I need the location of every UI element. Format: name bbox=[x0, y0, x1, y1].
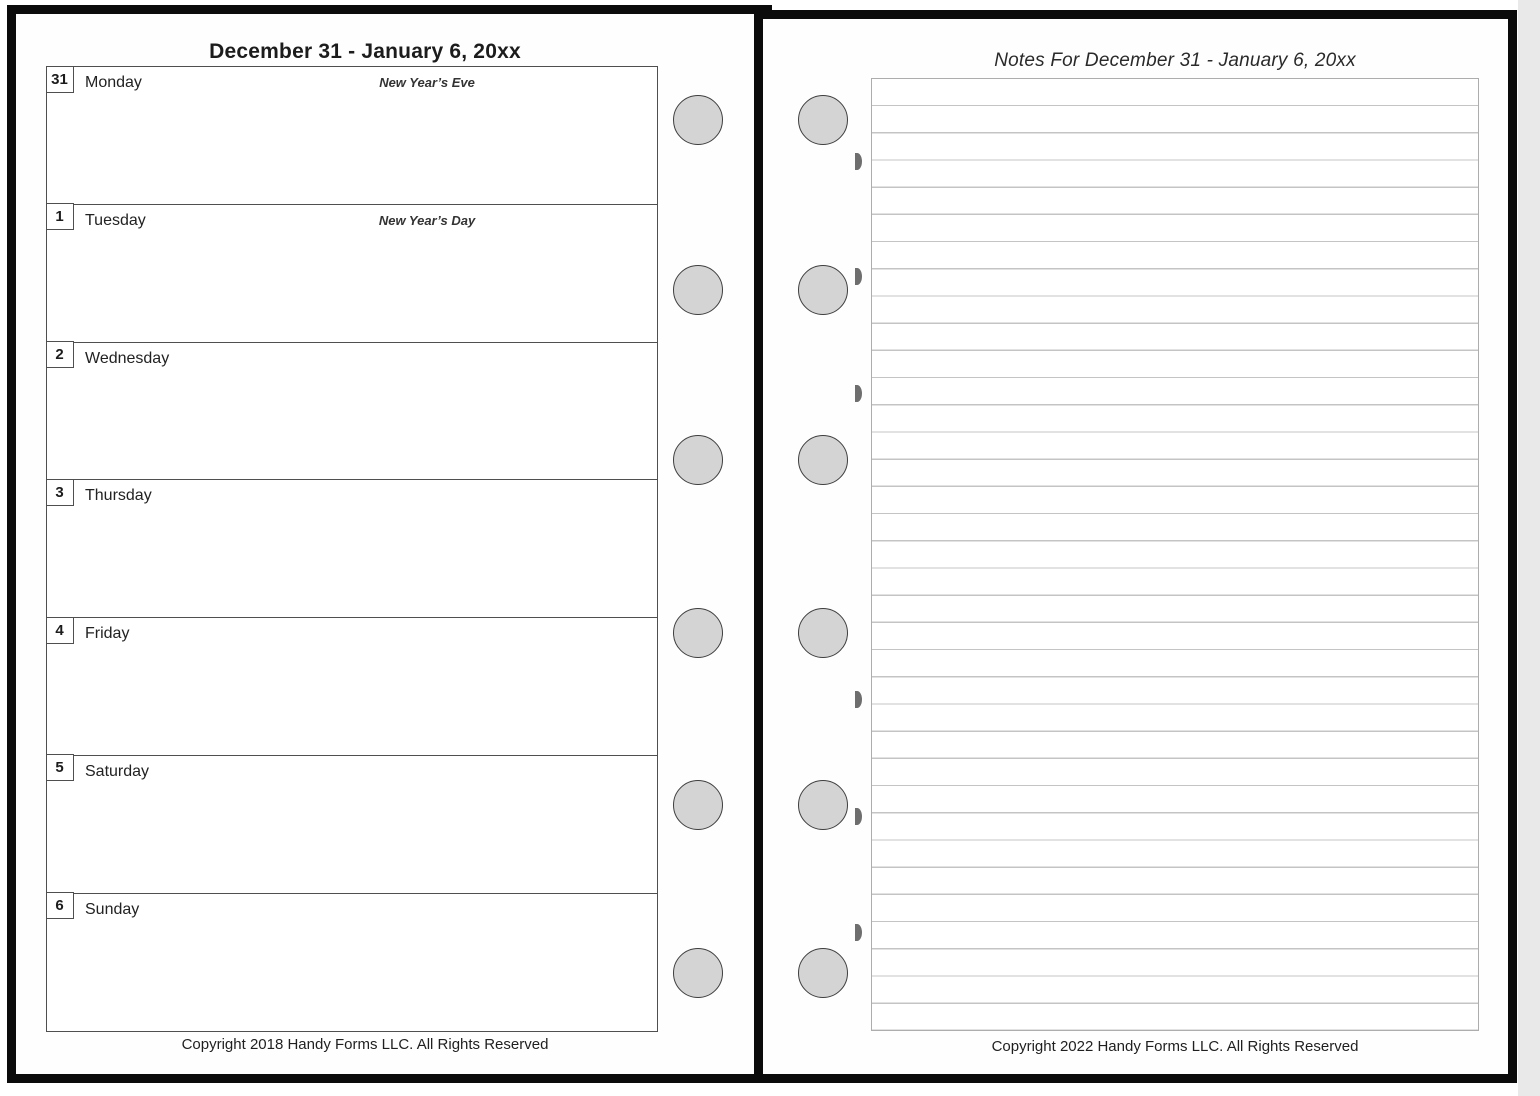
day-name: Thursday bbox=[85, 487, 152, 505]
day-number: 1 bbox=[46, 203, 74, 230]
binder-hole bbox=[673, 265, 723, 315]
day-number: 3 bbox=[46, 479, 74, 506]
notes-title: Notes For December 31 - January 6, 20xx bbox=[994, 50, 1356, 71]
holiday-label: New Year’s Eve bbox=[379, 75, 475, 90]
week-grid bbox=[46, 66, 658, 1032]
day-number: 31 bbox=[46, 66, 74, 93]
binder-hole bbox=[798, 608, 848, 658]
screenshot-edge-strip bbox=[1518, 0, 1540, 1096]
day-row-thursday bbox=[46, 479, 658, 618]
binder-hole bbox=[798, 780, 848, 830]
day-number: 2 bbox=[46, 341, 74, 368]
binder-hole bbox=[673, 95, 723, 145]
binder-hole bbox=[673, 608, 723, 658]
day-name: Saturday bbox=[85, 762, 150, 780]
binder-hole bbox=[798, 435, 848, 485]
copyright-left: Copyright 2018 Handy Forms LLC. All Rights Reserved bbox=[181, 1036, 549, 1053]
day-row-tuesday bbox=[46, 204, 658, 343]
day-name: Wednesday bbox=[85, 349, 170, 367]
day-number: 6 bbox=[46, 892, 74, 919]
day-row-monday bbox=[46, 66, 658, 205]
day-number: 5 bbox=[46, 754, 74, 781]
binder-hole bbox=[798, 948, 848, 998]
binder-hole bbox=[673, 435, 723, 485]
day-row-wednesday bbox=[46, 342, 658, 481]
copyright-right: Copyright 2022 Handy Forms LLC. All Rights Reserved bbox=[991, 1038, 1359, 1055]
notes-ruled-area bbox=[871, 78, 1479, 1031]
day-row-sunday bbox=[46, 893, 658, 1032]
day-name: Monday bbox=[85, 74, 142, 91]
day-row-saturday bbox=[46, 755, 658, 894]
day-name: Sunday bbox=[85, 900, 140, 918]
day-name: Tuesday bbox=[85, 211, 146, 229]
binder-hole bbox=[673, 948, 723, 998]
day-number: 4 bbox=[46, 617, 74, 644]
binder-hole bbox=[798, 265, 848, 315]
holiday-label: New Year’s Day bbox=[378, 212, 476, 228]
binder-hole bbox=[673, 780, 723, 830]
week-title: December 31 - January 6, 20xx bbox=[209, 40, 521, 63]
binder-hole bbox=[798, 95, 848, 145]
day-row-friday bbox=[46, 617, 658, 756]
day-name: Friday bbox=[85, 625, 130, 643]
